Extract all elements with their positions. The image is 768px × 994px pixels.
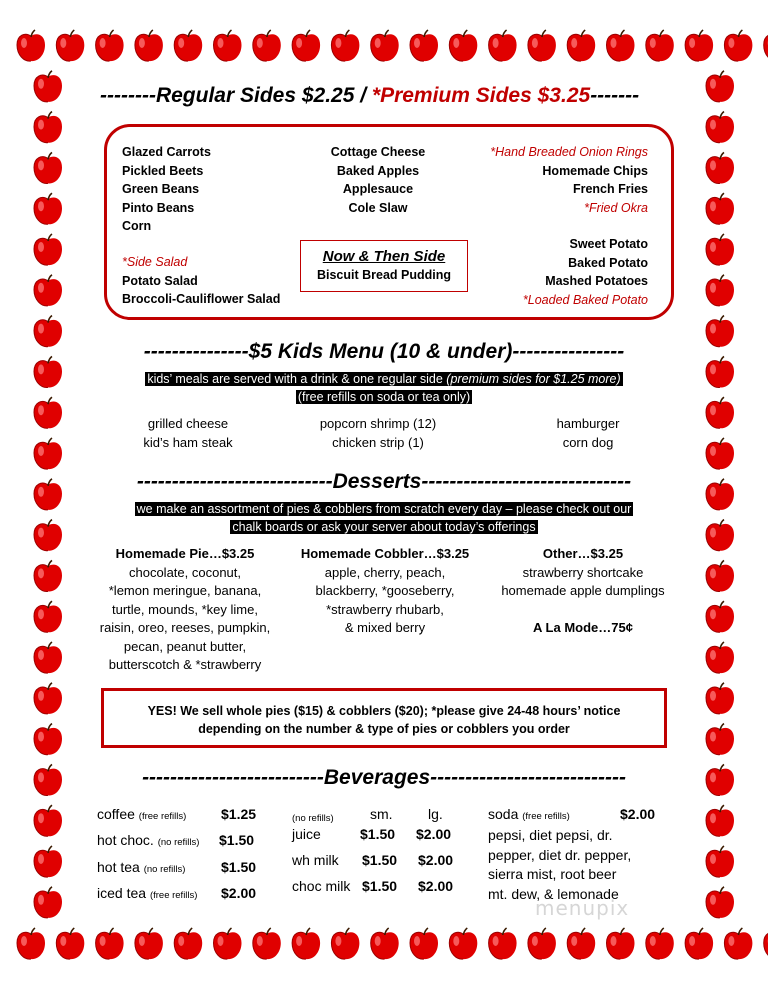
soda-line: pepsi, diet pepsi, dr. (488, 827, 613, 843)
cobbler-line: blackberry, *gooseberry, (315, 583, 455, 598)
sides-column-3b (523, 235, 648, 309)
side-item: Cole Slaw (348, 200, 408, 215)
pie-line: *lemon meringue, banana, (108, 583, 262, 598)
kids-item: grilled cheese (147, 416, 229, 431)
side-item: French Fries (572, 182, 648, 196)
side-item: Pickled Beets (122, 163, 204, 178)
side-item: Corn (122, 219, 152, 233)
soda-line: pepper, diet dr. pepper, (488, 846, 632, 863)
desserts-heading: ----------------------------Desserts------------------------------ (136, 470, 632, 493)
other-title: Other…$3.25 (542, 546, 624, 561)
sides-column-3 (490, 143, 648, 217)
kids-column-1 (108, 415, 268, 452)
side-item: Homemade Chips (542, 163, 648, 178)
soda-flavors (488, 826, 631, 904)
other-dessert-column (483, 545, 683, 637)
kids-column-2 (298, 415, 458, 452)
menupix-watermark: menupix (535, 896, 630, 920)
premium-side-item: *Fried Okra (584, 200, 648, 215)
beverage-name: choc milk (292, 878, 351, 894)
pie-line: butterscotch & *strawberry (108, 657, 262, 672)
now-and-then-box (300, 240, 468, 292)
kids-note: kids’ meals are served with a drink & one regular side (premium sides for $1.25 more) (147, 372, 621, 386)
side-item: Baked Apples (336, 163, 420, 178)
cobbler-title: Homemade Cobbler…$3.25 (300, 546, 470, 561)
pie-line: raisin, oreo, reeses, pumpkin, (99, 620, 271, 635)
now-and-then-title: Now & Then Side (322, 248, 446, 265)
beverage-name: juice (292, 826, 321, 842)
side-item: Cottage Cheese (330, 145, 426, 159)
pie-column (90, 545, 280, 675)
pie-line: chocolate, coconut, (128, 564, 242, 580)
sides-column-1b (122, 253, 280, 309)
beverage-price-large: $2.00 (418, 878, 454, 894)
beverage-price-large: $2.00 (418, 852, 454, 868)
beverage-price-small: $1.50 (362, 852, 398, 868)
soda-row: soda (free refills) (488, 806, 570, 822)
premium-side-item: *Loaded Baked Potato (522, 292, 648, 307)
beverage-row: hot tea (no refills) (97, 859, 186, 875)
beverage-price: $2.00 (221, 885, 257, 901)
other-line: homemade apple dumplings (501, 583, 665, 598)
notice-line2: depending on the number & type of pies or cobblers you order (198, 722, 570, 736)
notice-line1: YES! We sell whole pies ($15) & cobblers ($20); *please give 24-48 hours’ notice (147, 704, 621, 718)
side-item: Potato Salad (122, 273, 198, 288)
sides-heading: --------Regular Sides $2.25 / *Premium Sides $3.25------- (100, 84, 640, 107)
premium-side-item: *Hand Breaded Onion Rings (490, 145, 648, 159)
kids-menu-heading: ---------------$5 Kids Menu (10 & under)---------------- (143, 340, 625, 363)
desserts-note-line2: chalk boards or ask your server about today’s offerings (232, 520, 536, 534)
kids-note-refills: (free refills on soda or tea only) (297, 390, 471, 404)
beverage-price: $1.25 (221, 806, 257, 822)
beverage-price: $1.50 (221, 859, 257, 875)
beverage-row: coffee (free refills) (97, 806, 187, 822)
now-and-then-item: Biscuit Bread Pudding (316, 268, 452, 282)
side-item: Applesauce (342, 182, 414, 196)
cobbler-line: *strawberry rhubarb, (326, 601, 444, 617)
size-small-label: sm. (370, 806, 393, 822)
side-item: Green Beans (122, 182, 200, 196)
side-item: Baked Potato (568, 255, 648, 270)
kids-item: kid’s ham steak (143, 434, 233, 450)
sides-column-1 (122, 143, 211, 236)
desserts-note-wrap (0, 500, 768, 536)
size-large-label: lg. (428, 806, 443, 822)
whole-pies-notice (101, 688, 667, 748)
other-line: strawberry shortcake (522, 564, 644, 580)
cobbler-line: apple, cherry, peach, (324, 564, 446, 580)
kids-item: hamburger (556, 416, 620, 431)
beverage-price-small: $1.50 (360, 826, 396, 842)
beverage-price: $1.50 (219, 832, 255, 848)
side-item: Glazed Carrots (122, 145, 211, 159)
kids-item: popcorn shrimp (12) (319, 416, 437, 431)
pie-line: pecan, peanut butter, (123, 638, 247, 654)
side-item: Broccoli-Cauliflower Salad (122, 292, 281, 306)
beverage-row: hot choc. (no refills) (97, 832, 200, 848)
premium-side-item: *Side Salad (122, 255, 188, 269)
desserts-note-line1: we make an assortment of pies & cobblers from scratch every day – please check out our (136, 502, 632, 516)
mid-beverage-note: (no refills) (292, 813, 334, 824)
kids-item: corn dog (562, 434, 614, 450)
kids-column-3 (508, 415, 668, 452)
beverage-row: iced tea (free refills) (97, 885, 198, 901)
soda-line: sierra mist, root beer (488, 866, 617, 882)
side-item: Pinto Beans (122, 200, 195, 215)
beverage-name: wh milk (292, 852, 339, 868)
soda-price: $2.00 (620, 806, 656, 822)
beverages-heading: --------------------------Beverages---------------------------- (142, 766, 626, 789)
premium-sides-label: *Premium Sides $3.25 (371, 84, 591, 107)
cobbler-column (290, 545, 480, 638)
pie-title: Homemade Pie…$3.25 (115, 546, 255, 561)
soda-line: mt. dew, & lemonade (488, 885, 619, 902)
pie-line: turtle, mounds, *key lime, (112, 601, 258, 617)
cobbler-line: & mixed berry (344, 620, 426, 635)
side-item: Sweet Potato (569, 237, 648, 251)
kids-item: chicken strip (1) (332, 434, 424, 450)
sides-column-2 (318, 143, 438, 217)
a-la-mode: A La Mode…75¢ (533, 619, 633, 635)
kids-note-wrap (0, 370, 768, 406)
beverage-price-small: $1.50 (362, 878, 398, 894)
side-item: Mashed Potatoes (545, 274, 648, 288)
beverage-price-large: $2.00 (416, 826, 452, 842)
